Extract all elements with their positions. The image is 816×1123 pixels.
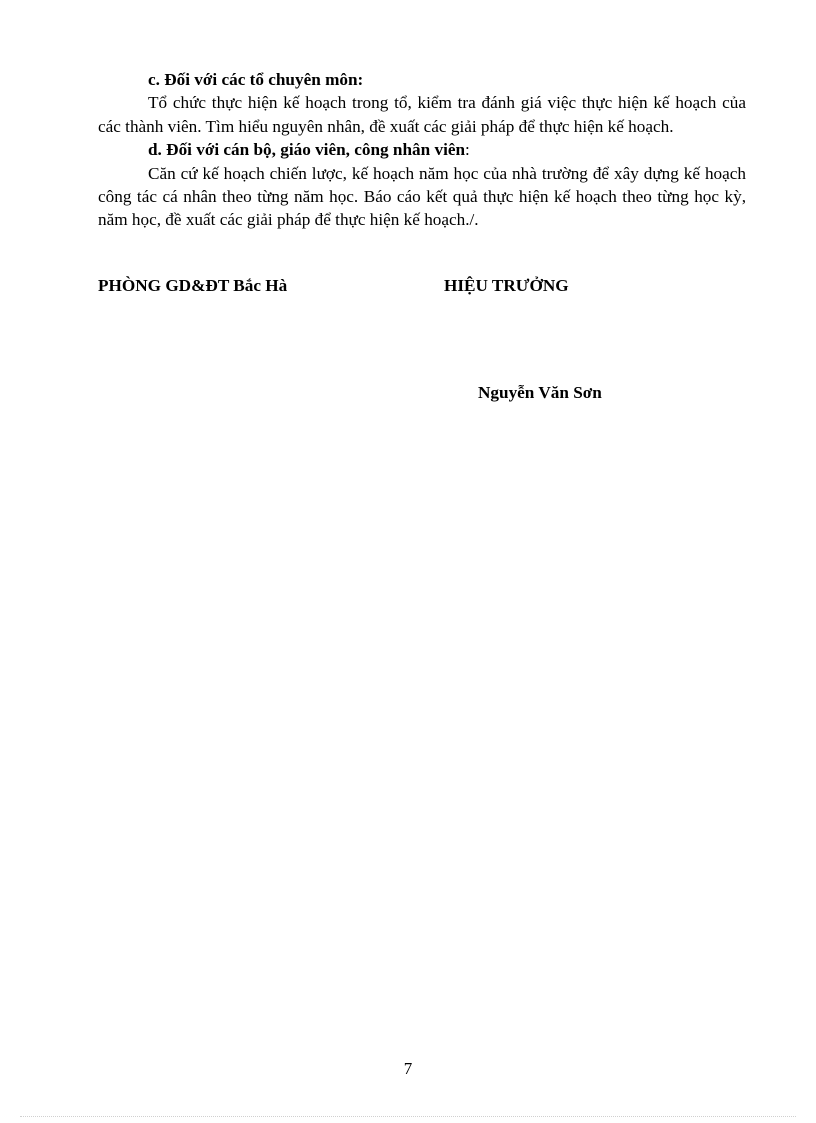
section-c-body: Tổ chức thực hiện kế hoạch trong tổ, kiểm tra đánh giá việc thực hiện kế hoạch của các thành viên. Tìm hiểu nguyên nhân, đề xuất các giải pháp để thực hiện kế hoạch. <box>98 93 746 136</box>
section-d-heading-text: d. Đối với cán bộ, giáo viên, công nhân viên <box>148 140 466 160</box>
page-number: 7 <box>403 1059 413 1078</box>
section-d-body: Căn cứ kế hoạch chiến lược, kế hoạch năm học của nhà trường để xây dựng kế hoạch công tác cá nhân theo từng năm học. Báo cáo kết quả thực hiện kế hoạch theo từng học kỳ, năm học, đề xuất các giải pháp để thực hiện kế hoạch./. <box>98 163 746 230</box>
section-c-heading: c. Đối với các tổ chuyên môn: <box>148 70 364 89</box>
department-label: PHÒNG GD&ĐT Bắc Hà <box>98 276 288 295</box>
section-d-heading-colon: : <box>465 140 470 160</box>
page-bottom-border <box>20 1116 796 1117</box>
signer-name: Nguyễn Văn Sơn <box>478 383 602 402</box>
section-d-heading <box>98 138 746 161</box>
document-body <box>98 68 746 232</box>
principal-title: HIỆU TRƯỞNG <box>444 276 569 295</box>
